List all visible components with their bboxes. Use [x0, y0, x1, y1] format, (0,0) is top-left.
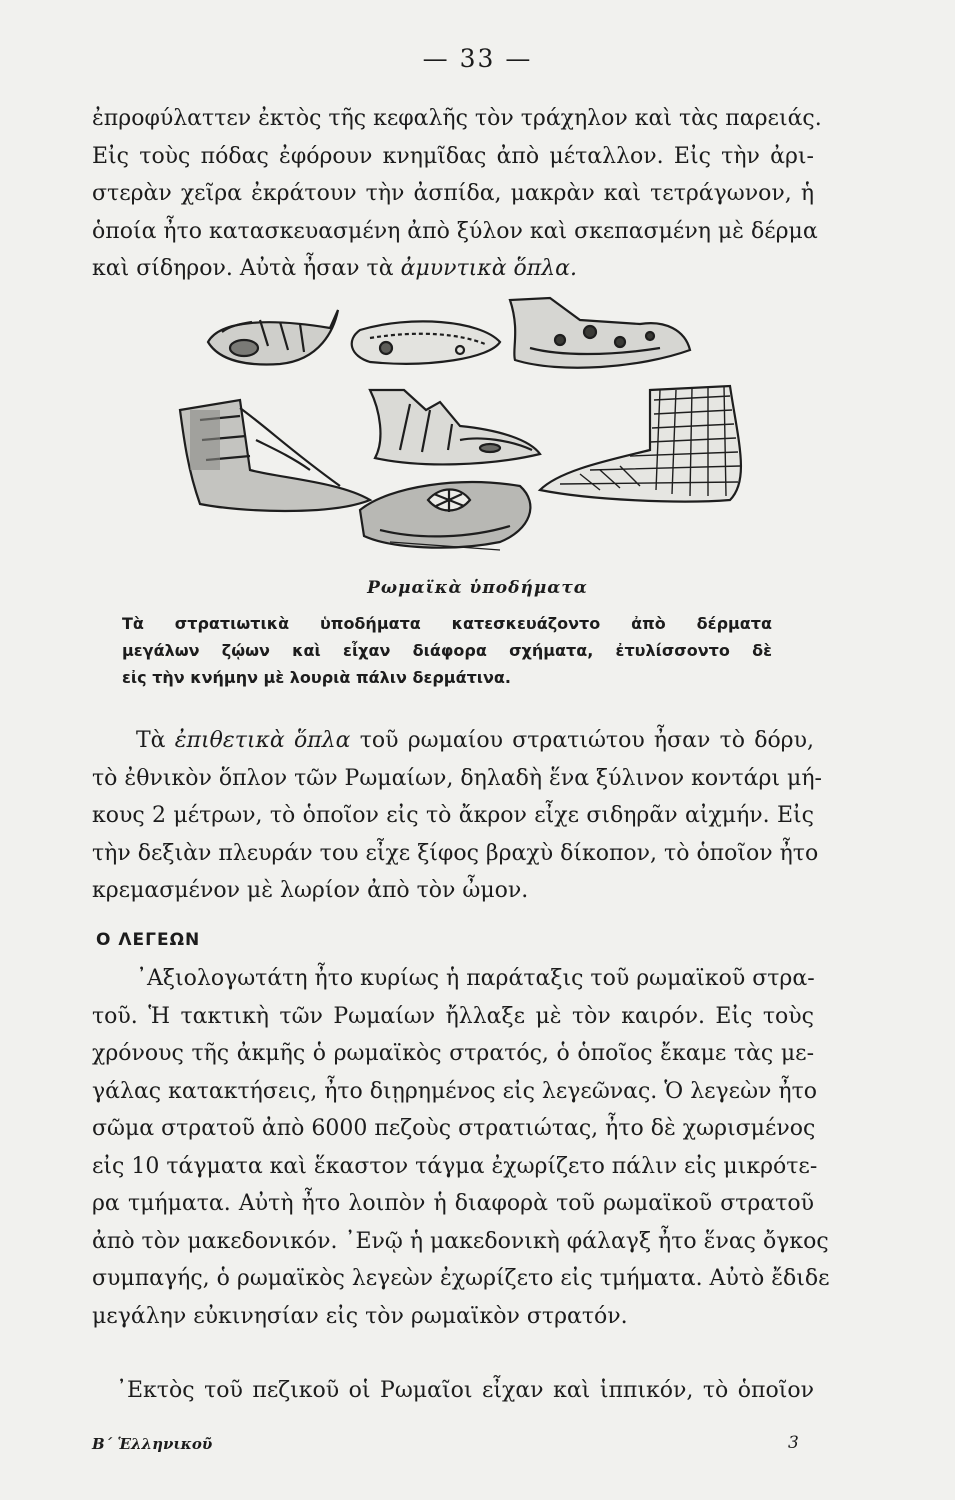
figure-title: Ρωμαϊκὰ ὑποδήματα: [367, 578, 588, 598]
paragraph-3: [92, 960, 830, 1335]
shoe-drawing: [510, 298, 690, 368]
text-line: ἀπὸ τὸν μακεδονικόν. ᾿Ενῷ ἡ μακεδονικὴ φάλαγξ ἦτο ἕνας ὄγκος: [92, 1228, 829, 1254]
paragraph-1: [92, 100, 822, 288]
text-line: ᾿Εκτὸς τοῦ πεζικοῦ οἱ Ρωμαῖοι εἶχαν καὶ ἱππικόν, τὸ ὁποῖον: [116, 1378, 814, 1403]
text-line: χρόνους τῆς ἀκμῆς ὁ ρωμαϊκὸς στρατός, ὁ ὁποῖος ἔκαμε τὰς με-: [92, 1041, 814, 1066]
text-line: γάλας κατακτήσεις, ἦτο διῃρημένος εἰς λεγεῶνας. Ὁ λεγεὼν ἦτο: [92, 1078, 817, 1104]
footer-signature-number: 3: [788, 1433, 799, 1453]
caption-line: εἰς τὴν κνήμην μὲ λουριὰ πάλιν δερμάτινα.: [122, 668, 511, 687]
text-line: κους 2 μέτρων, τὸ ὁποῖον εἰς τὸ ἄκρον εἶχε σιδηρᾶν αἰχμήν. Εἰς: [92, 803, 814, 828]
italic-term: ἐπιθετικὰ ὅπλα: [174, 728, 351, 753]
text-line: στερὰν χεῖρα ἐκράτουν τὴν ἀσπίδα, μακρὰν καὶ τετράγωνον, ἡ: [92, 181, 814, 206]
text-line: κρεμασμένον μὲ λωρίον ἀπὸ τὸν ὦμον.: [92, 878, 529, 903]
lattice-boot-drawing: [540, 386, 741, 502]
text-line: τὴν δεξιὰν πλευράν του εἶχε ξίφος βραχὺ δίκοπον, τὸ ὁποῖον ἦτο: [92, 840, 819, 866]
text-line: ὁποία ἦτο κατασκευασμένη ἀπὸ ξύλον καὶ σκεπασμένη μὲ δέρμα: [92, 218, 818, 244]
text-line: σῶμα στρατοῦ ἀπὸ 6000 πεζοὺς στρατιώτας, ἦτο δὲ χωρισμένος: [92, 1116, 816, 1141]
text-line: εἰς 10 τάγματα καὶ ἕκαστον τάγμα ἐχωρίζετο πάλιν εἰς μικρότε-: [92, 1153, 818, 1179]
boot-drawing: [370, 390, 540, 464]
text-line: μεγάλην εὐκινησίαν εἰς τὸν ρωμαϊκὸν στρατόν.: [92, 1303, 628, 1329]
paragraph-2: [92, 722, 822, 910]
italic-term: ἀμυντικὰ ὅπλα.: [400, 256, 578, 281]
figure-caption: [122, 610, 772, 691]
sandal-drawing: [208, 310, 338, 364]
sole-drawing: [352, 321, 500, 363]
caption-line: μεγάλων ζῴων καὶ εἶχαν διάφορα σχήματα, ἐτυλίσσοντο δὲ: [122, 641, 772, 660]
text-line: Εἰς τοὺς πόδας ἐφόρουν κνημῖδας ἀπὸ μέταλλον. Εἰς τὴν ἀρι-: [92, 143, 814, 169]
text-line: ᾿Αξιολογωτάτη ἦτο κυρίως ἡ παράταξις τοῦ ρωμαϊκοῦ στρα-: [136, 966, 815, 991]
roman-shoes-illustration: [160, 290, 800, 560]
caption-line: Τὰ στρατιωτικὰ ὑποδήματα κατεσκευάζοντο ἀπὸ δέρματα: [122, 614, 772, 633]
text-line: συμπαγής, ὁ ρωμαϊκὸς λεγεὼν ἐχωρίζετο εἰς τμήματα. Αὐτὸ ἔδιδε: [92, 1266, 830, 1291]
footer-book-title: Β΄ Ἑλληνικοῦ: [92, 1435, 213, 1453]
text-line: Τὰ ἐπιθετικὰ ὅπλα τοῦ ρωμαίου στρατιώτου ἦσαν τὸ δόρυ,: [136, 728, 814, 753]
section-heading: Ο ΛΕΓΕΩΝ: [96, 930, 201, 950]
boot-drawing: [180, 400, 370, 511]
paragraph-4: [92, 1372, 814, 1410]
page-number: — 33 —: [422, 44, 533, 73]
text-line: ρα τμήματα. Αὐτὴ ἦτο λοιπὸν ἡ διαφορὰ τοῦ ρωμαϊκοῦ στρατοῦ: [92, 1191, 814, 1216]
sandal-drawing: [360, 482, 530, 550]
text-line: τοῦ. Ἡ τακτικὴ τῶν Ρωμαίων ἤλλαξε μὲ τὸν καιρόν. Εἰς τοὺς: [92, 1003, 814, 1029]
text-line: ἐπροφύλαττεν ἐκτὸς τῆς κεφαλῆς τὸν τράχηλον καὶ τὰς παρειάς.: [92, 106, 822, 131]
text-line: τὸ ἐθνικὸν ὅπλον τῶν Ρωμαίων, δηλαδὴ ἕνα ξύλινον κοντάρι μή-: [92, 765, 822, 791]
text-line: καὶ σίδηρον. Αὐτὰ ἦσαν τὰ ἀμυντικὰ ὅπλα.: [92, 256, 578, 281]
